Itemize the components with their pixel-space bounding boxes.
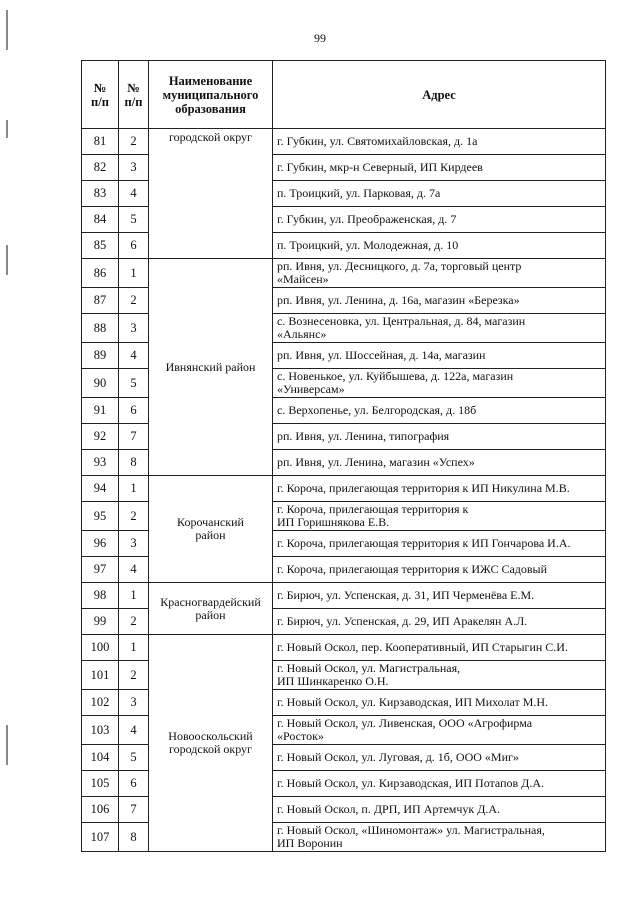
address-cell (273, 502, 606, 531)
address-line: ИП Шинкаренко О.Н. (277, 674, 389, 688)
row-number: 102 (82, 690, 119, 716)
row-number: 90 (82, 369, 119, 398)
header-num: № п/п (82, 61, 119, 129)
row-sub-number: 6 (119, 398, 149, 424)
address-cell (273, 129, 606, 155)
row-number: 95 (82, 502, 119, 531)
address-cell (273, 557, 606, 583)
row-sub-number: 2 (119, 129, 149, 155)
address-line: г. Новый Оскол, ул. Кирзаводская, ИП Потапов Д.А. (277, 776, 545, 790)
address-line: рп. Ивня, ул. Десницкого, д. 7а, торговый центр (277, 259, 522, 273)
row-sub-number: 2 (119, 502, 149, 531)
address-line: рп. Ивня, ул. Ленина, д. 16а, магазин «Березка» (277, 293, 520, 307)
address-cell (273, 424, 606, 450)
row-number: 98 (82, 583, 119, 609)
address-line: г. Новый Оскол, «Шиномонтаж» ул. Магистральная, (277, 823, 545, 837)
row-sub-number: 4 (119, 716, 149, 745)
address-cell (273, 531, 606, 557)
address-cell (273, 369, 606, 398)
row-number: 91 (82, 398, 119, 424)
address-line: г. Новый Оскол, ул. Магистральная, (277, 661, 461, 675)
row-number: 107 (82, 823, 119, 852)
table-row (82, 129, 606, 155)
header-sub-num: № п/п (119, 61, 149, 129)
row-sub-number: 3 (119, 531, 149, 557)
row-number: 86 (82, 259, 119, 288)
address-cell (273, 343, 606, 369)
header-address: Адрес (273, 61, 606, 129)
row-sub-number: 2 (119, 661, 149, 690)
address-cell (273, 690, 606, 716)
address-line: г. Новый Оскол, пер. Кооперативный, ИП Старыгин С.И. (277, 640, 568, 654)
row-number: 82 (82, 155, 119, 181)
row-number: 88 (82, 314, 119, 343)
row-sub-number: 1 (119, 583, 149, 609)
row-number: 92 (82, 424, 119, 450)
address-cell (273, 476, 606, 502)
row-sub-number: 4 (119, 343, 149, 369)
address-line: рп. Ивня, ул. Шоссейная, д. 14а, магазин (277, 348, 486, 362)
row-sub-number: 3 (119, 314, 149, 343)
address-line: г. Короча, прилегающая территория к (277, 502, 469, 516)
row-sub-number: 6 (119, 233, 149, 259)
municipality-cell (149, 129, 273, 259)
address-cell (273, 181, 606, 207)
row-number: 104 (82, 745, 119, 771)
row-number: 85 (82, 233, 119, 259)
table-row (82, 583, 606, 609)
address-table (81, 60, 606, 852)
address-cell (273, 450, 606, 476)
address-line: рп. Ивня, ул. Ленина, типография (277, 429, 450, 443)
row-sub-number: 5 (119, 745, 149, 771)
municipality-name-line: район (195, 528, 226, 542)
row-sub-number: 2 (119, 609, 149, 635)
row-sub-number: 1 (119, 635, 149, 661)
row-number: 83 (82, 181, 119, 207)
row-sub-number: 3 (119, 155, 149, 181)
address-line: г. Бирюч, ул. Успенская, д. 31, ИП Черменёва Е.М. (277, 588, 535, 602)
municipality-name-line: городской округ (169, 742, 252, 756)
row-number: 81 (82, 129, 119, 155)
row-number: 103 (82, 716, 119, 745)
row-sub-number: 3 (119, 690, 149, 716)
table-row (82, 635, 606, 661)
row-sub-number: 5 (119, 207, 149, 233)
address-line: г. Губкин, ул. Преображенская, д. 7 (277, 212, 457, 226)
address-line: ИП Воронин (277, 836, 343, 850)
row-sub-number: 5 (119, 369, 149, 398)
address-line: с. Верхопенье, ул. Белгородская, д. 18б (277, 403, 477, 417)
municipality-cell (149, 635, 273, 852)
address-line: г. Новый Оскол, п. ДРП, ИП Артемчук Д.А. (277, 802, 501, 816)
row-sub-number: 4 (119, 181, 149, 207)
table-header-row (82, 61, 606, 129)
row-sub-number: 7 (119, 424, 149, 450)
address-line: п. Троицкий, ул. Парковая, д. 7а (277, 186, 441, 200)
address-cell (273, 797, 606, 823)
address-cell (273, 259, 606, 288)
municipality-name-line: городской округ (169, 130, 252, 144)
address-line: «Альянс» (277, 327, 327, 341)
row-sub-number: 1 (119, 476, 149, 502)
address-cell (273, 233, 606, 259)
address-cell (273, 398, 606, 424)
row-number: 99 (82, 609, 119, 635)
address-cell (273, 155, 606, 181)
row-sub-number: 4 (119, 557, 149, 583)
municipality-cell (149, 259, 273, 476)
address-cell (273, 314, 606, 343)
row-sub-number: 7 (119, 797, 149, 823)
row-number: 106 (82, 797, 119, 823)
address-line: г. Бирюч, ул. Успенская, д. 29, ИП Аракелян А.Л. (277, 614, 528, 628)
header-municipality: Наименование муниципального образования (149, 61, 273, 129)
municipality-cell (149, 583, 273, 635)
address-line: «Майсен» (277, 272, 329, 286)
row-sub-number: 6 (119, 771, 149, 797)
municipality-name-line: Ивнянский район (165, 359, 256, 374)
address-line: г. Новый Оскол, ул. Луговая, д. 1б, ООО «Миг» (277, 750, 519, 764)
address-cell (273, 823, 606, 852)
row-number: 89 (82, 343, 119, 369)
address-cell (273, 716, 606, 745)
row-sub-number: 8 (119, 450, 149, 476)
municipality-name-line: Корочанский (177, 515, 244, 529)
table-row (82, 259, 606, 288)
address-cell (273, 661, 606, 690)
address-line: г. Новый Оскол, ул. Ливенская, ООО «Агрофирма (277, 716, 533, 730)
address-line: рп. Ивня, ул. Ленина, магазин «Успех» (277, 455, 475, 469)
address-line: г. Короча, прилегающая территория к ИП Никулина М.В. (277, 481, 570, 495)
row-number: 105 (82, 771, 119, 797)
row-sub-number: 8 (119, 823, 149, 852)
address-cell (273, 583, 606, 609)
row-number: 94 (82, 476, 119, 502)
municipality-name-line: Красногвардейский (160, 594, 261, 609)
row-number: 84 (82, 207, 119, 233)
address-cell (273, 207, 606, 233)
page-number: 99 (314, 31, 326, 45)
row-number: 97 (82, 557, 119, 583)
row-sub-number: 1 (119, 259, 149, 288)
address-line: с. Новенькое, ул. Куйбышева, д. 122а, магазин (277, 369, 514, 383)
address-line: «Росток» (277, 729, 324, 743)
address-line: г. Короча, прилегающая территория к ИП Гончарова И.А. (277, 536, 571, 550)
address-cell (273, 771, 606, 797)
municipality-cell (149, 476, 273, 583)
address-cell (273, 288, 606, 314)
table-row (82, 476, 606, 502)
municipality-name-line: район (195, 607, 226, 622)
address-line: г. Новый Оскол, ул. Кирзаводская, ИП Михолат М.Н. (277, 695, 549, 709)
address-line: г. Короча, прилегающая территория к ИЖС Садовый (277, 562, 548, 576)
table-body (82, 129, 606, 852)
scan-edge-marks (6, 0, 18, 905)
row-number: 101 (82, 661, 119, 690)
address-cell (273, 635, 606, 661)
municipality-name-line: Новооскольский (168, 729, 253, 743)
address-line: г. Губкин, ул. Святомихайловская, д. 1а (277, 134, 478, 148)
address-line: ИП Горишнякова Е.В. (277, 515, 390, 529)
row-number: 93 (82, 450, 119, 476)
row-number: 87 (82, 288, 119, 314)
address-line: «Универсам» (277, 382, 345, 396)
row-number: 100 (82, 635, 119, 661)
address-line: п. Троицкий, ул. Молодежная, д. 10 (277, 238, 459, 252)
address-cell (273, 745, 606, 771)
row-number: 96 (82, 531, 119, 557)
address-cell (273, 609, 606, 635)
address-line: с. Вознесеновка, ул. Центральная, д. 84, магазин (277, 314, 526, 328)
address-line: г. Губкин, мкр-н Северный, ИП Кирдеев (277, 160, 483, 174)
row-sub-number: 2 (119, 288, 149, 314)
